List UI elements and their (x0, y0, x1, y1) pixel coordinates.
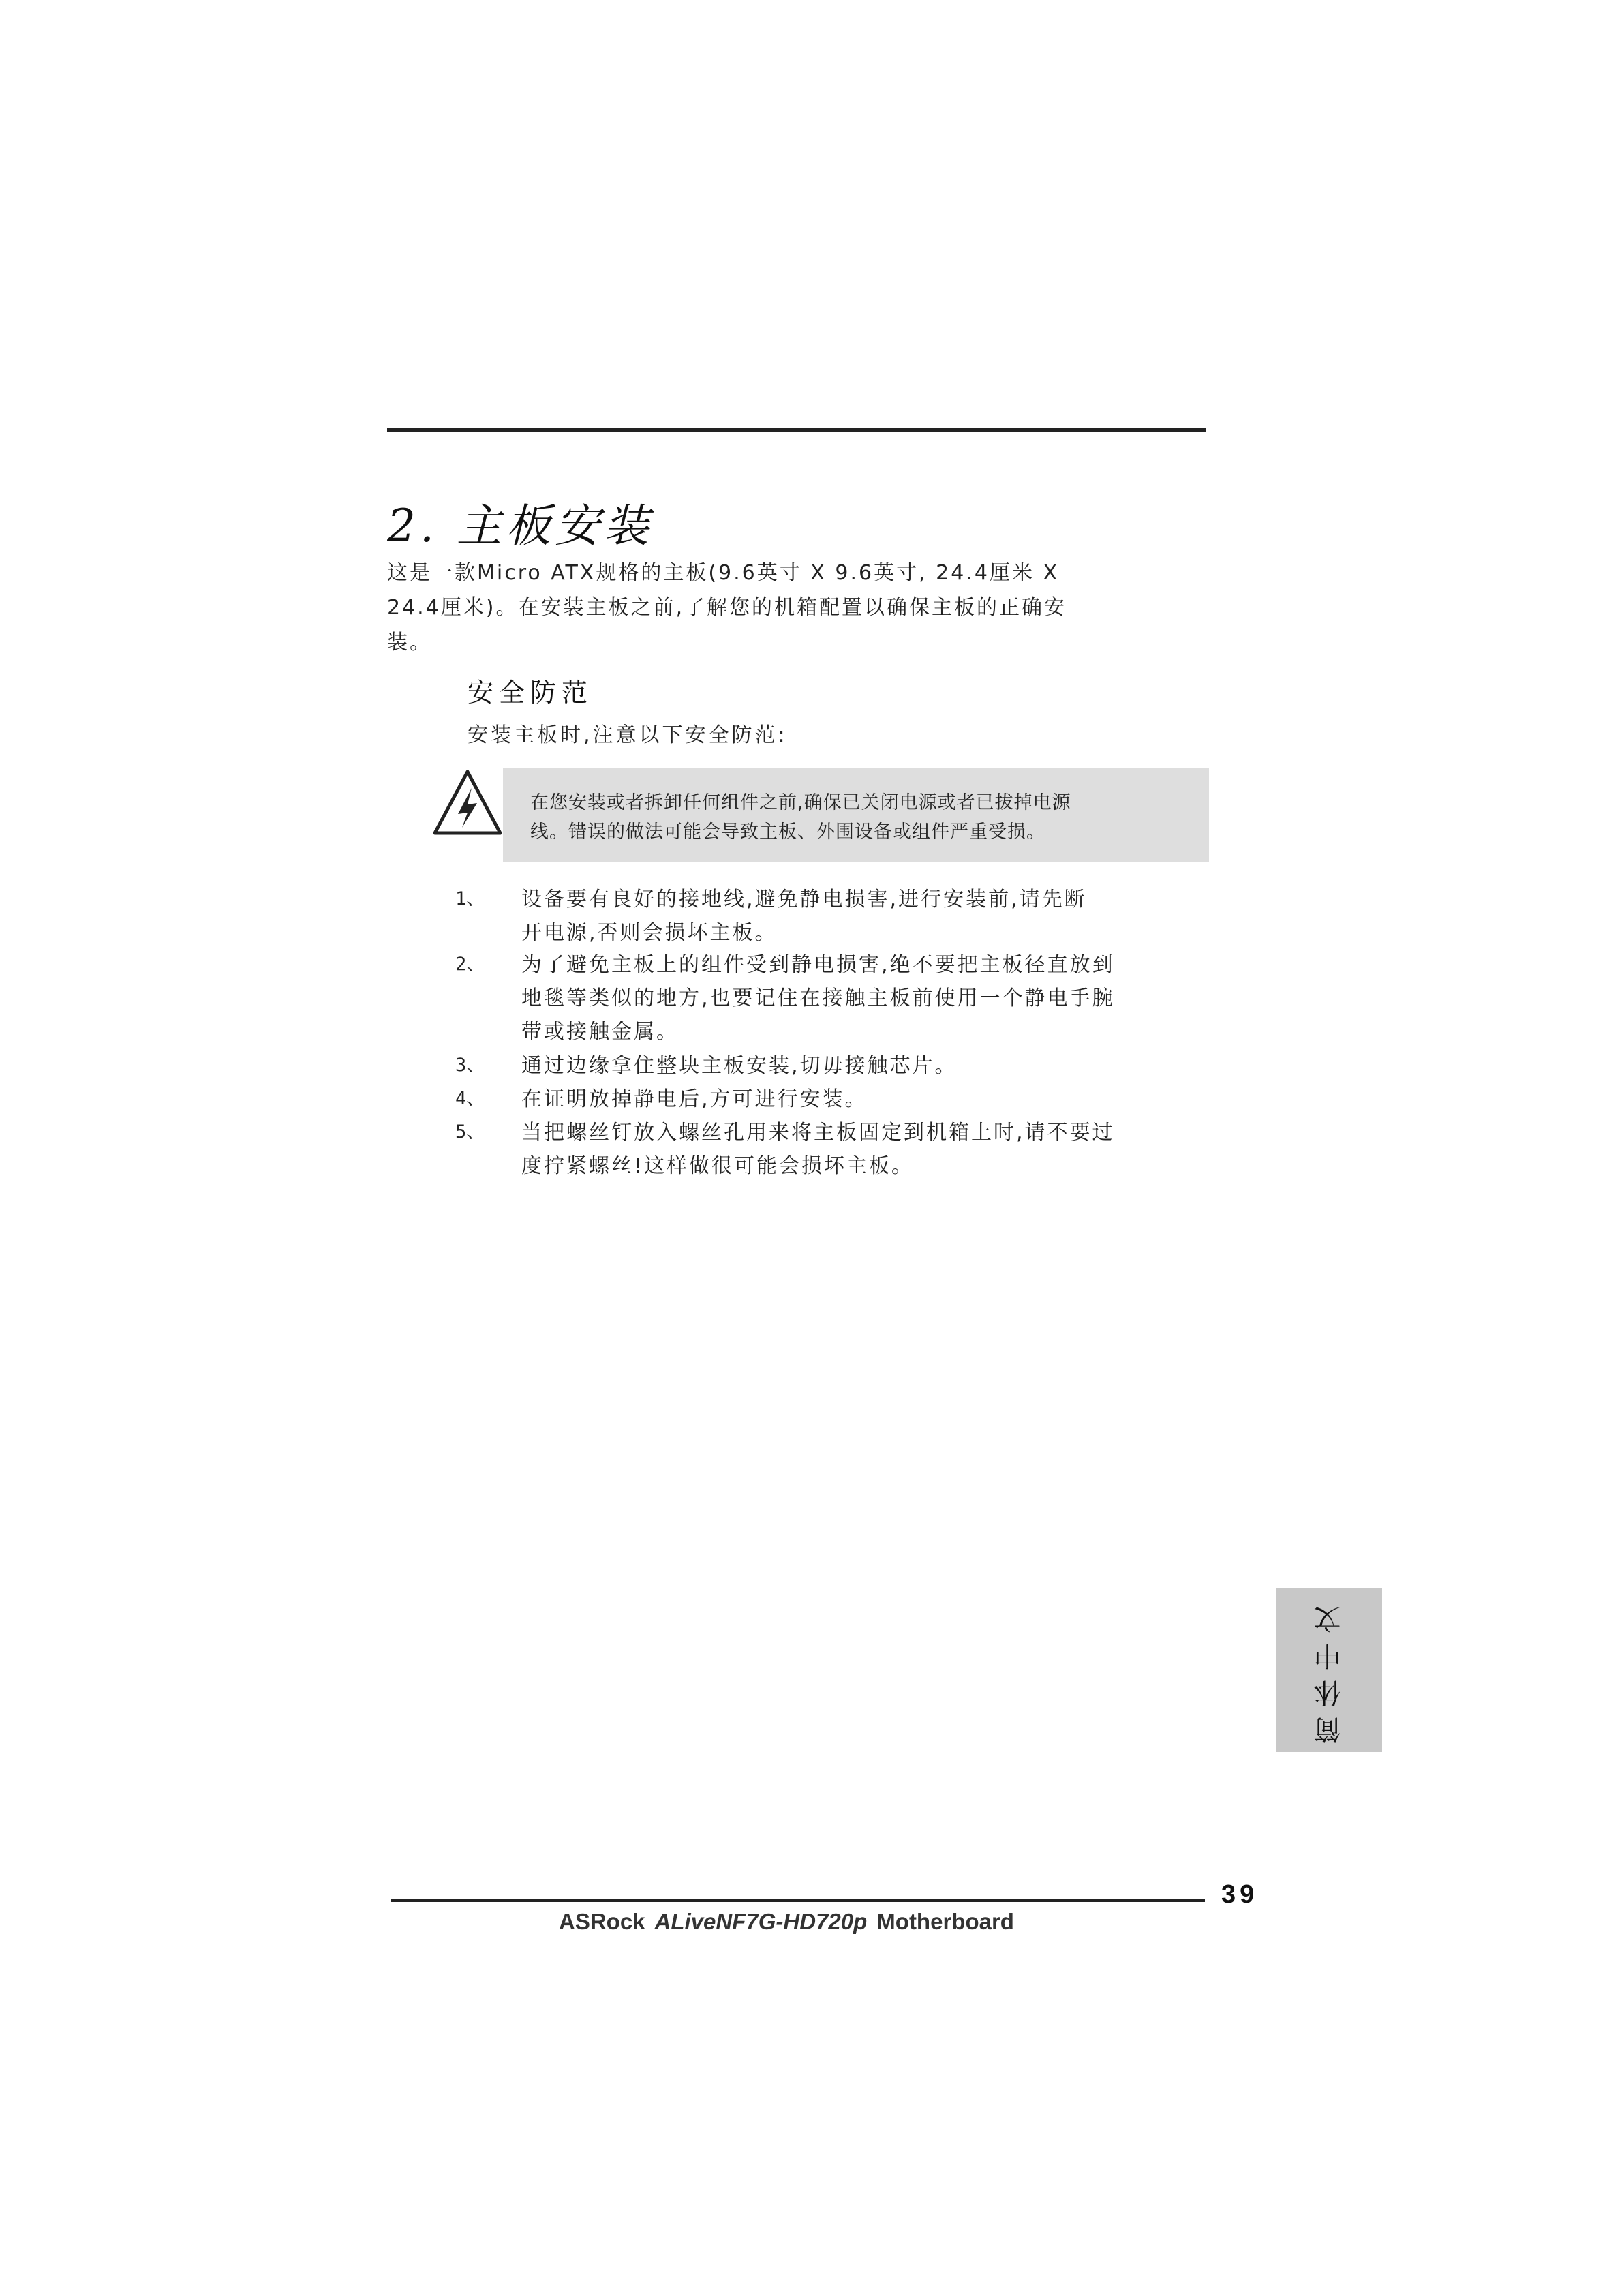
section-title: 2. 主板安装 (387, 500, 653, 552)
bottom-divider (391, 1899, 1205, 1902)
footer-brand: ASRock (559, 1909, 645, 1934)
list-item-line: 设备要有良好的接地线,避免静电损害,进行安装前,请先断 (521, 888, 1087, 911)
list-item-line: 在证明放掉静电后,方可进行安装。 (521, 1087, 868, 1111)
language-tab-label: 简体中文 (1314, 1597, 1345, 1744)
safety-heading: 安全防范 (468, 678, 594, 708)
list-item-line: 带或接触金属。 (521, 1020, 679, 1044)
list-item-line: 通过边缘拿住整块主板安装,切毋接触芯片。 (521, 1054, 958, 1078)
list-item-number: 5、 (455, 1121, 485, 1143)
warning-callout (503, 768, 1209, 862)
list-item-number: 4、 (455, 1088, 485, 1109)
footer-suffix: Motherboard (876, 1909, 1014, 1934)
warning-text-line: 线。错误的做法可能会导致主板、外围设备或组件严重受损。 (530, 821, 1045, 843)
intro-line: 这是一款Micro ATX规格的主板(9.6英寸 X 9.6英寸, 24.4厘米 X (387, 561, 1060, 585)
list-item-number: 2、 (455, 954, 485, 975)
warning-text-line: 在您安装或者拆卸任何组件之前,确保已关闭电源或者已拔掉电源 (530, 792, 1071, 813)
page-number: 39 (1221, 1880, 1259, 1909)
list-item-line: 地毯等类似的地方,也要记住在接触主板前使用一个静电手腕 (521, 986, 1115, 1010)
intro-line: 24.4厘米)。在安装主板之前,了解您的机箱配置以确保主板的正确安 (387, 596, 1067, 620)
safety-lead: 安装主板时,注意以下安全防范: (468, 723, 788, 747)
list-item-line: 为了避免主板上的组件受到静电损害,绝不要把主板径直放到 (521, 953, 1115, 977)
list-item-number: 3、 (455, 1055, 485, 1076)
list-item-number: 1、 (455, 888, 485, 909)
footer (559, 1909, 1014, 1935)
intro-line: 装。 (387, 631, 432, 654)
electric-shock-warning-icon (431, 768, 504, 843)
top-divider (387, 428, 1206, 432)
footer-model: ALiveNF7G-HD720p (654, 1909, 868, 1934)
list-item-line: 开电源,否则会损坏主板。 (521, 921, 778, 945)
list-item-line: 当把螺丝钉放入螺丝孔用来将主板固定到机箱上时,请不要过 (521, 1121, 1115, 1145)
list-item-line: 度拧紧螺丝!这样做很可能会损坏主板。 (521, 1154, 915, 1178)
